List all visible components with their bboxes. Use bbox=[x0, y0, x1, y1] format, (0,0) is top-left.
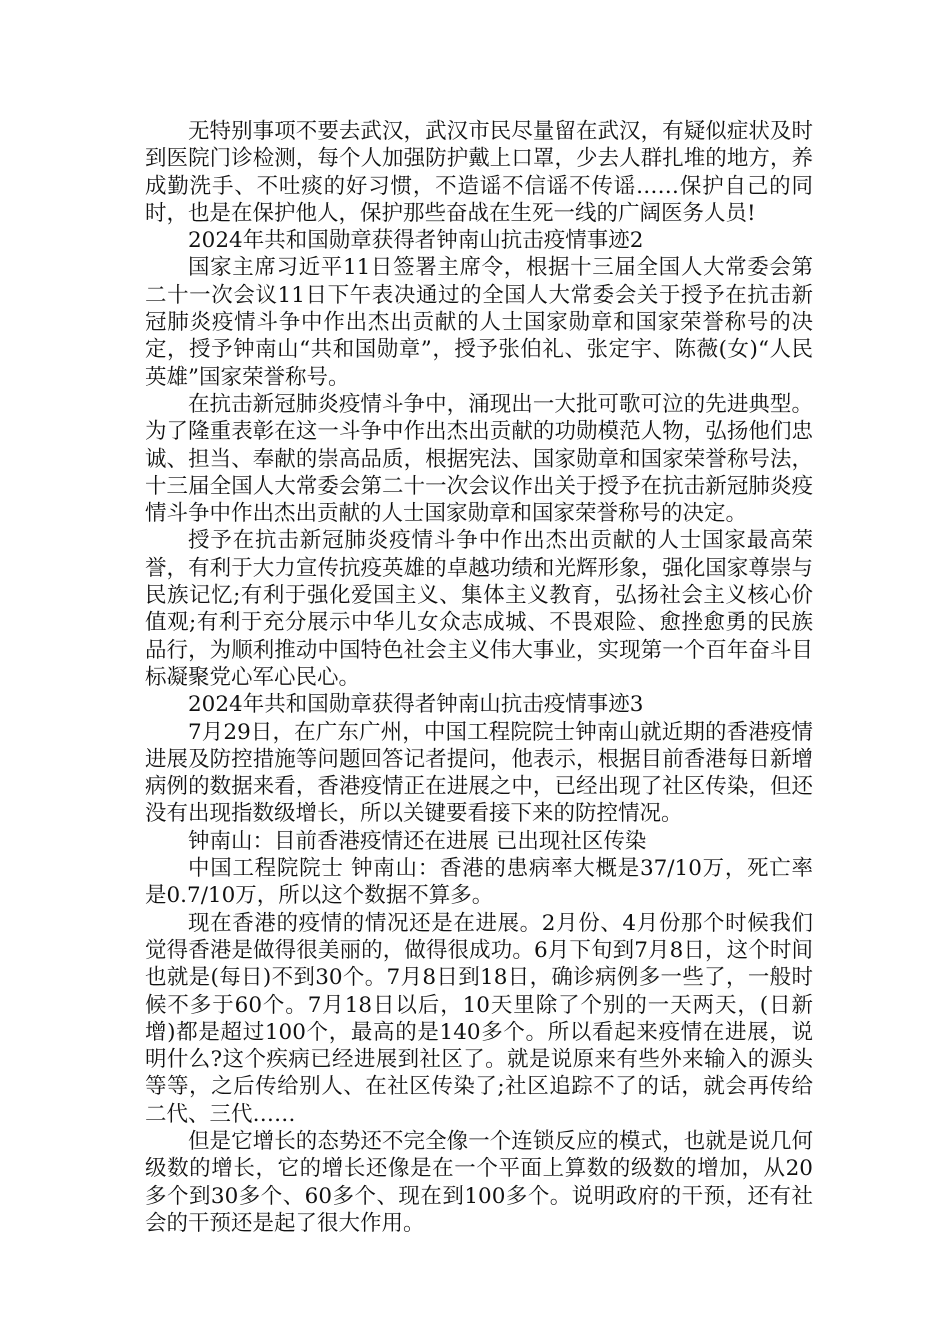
paragraph-honor-significance: 授予在抗击新冠肺炎疫情斗争中作出杰出贡献的人士国家最高荣誉，有利于大力宣传抗疫英雄的卓越功绩和光辉形象，强化国家尊崇与民族记忆;有利于强化爱国主义、集体主义教育，弘扬社会主义核心价值观;有利于充分展示中华儿女众志成城、不畏艰险、愈挫愈勇的民族品行，为顺利推动中国特色社会主义伟大事业，实现第一个百年奋斗目标凝聚党心军心民心。 bbox=[145, 528, 813, 690]
section-heading-3: 2024年共和国勋章获得者钟南山抗击疫情事迹3 bbox=[188, 692, 644, 718]
paragraph-hong-kong-briefing: 7月29日，在广东广州，中国工程院院士钟南山就近期的香港疫情进展及防控措施等问题回答记者提问，他表示，根据目前香港每日新增病例的数据来看，香港疫情正在进展之中，已经出现了社区传染，但还没有出现指数级增长，所以关键要看接下来的防控情况。 bbox=[145, 719, 813, 827]
paragraph-prevention-advice: 无特别事项不要去武汉，武汉市民尽量留在武汉，有疑似症状及时到医院门诊检测，每个人加强防护戴上口罩，少去人群扎堆的地方，养成勤洗手、不吐痰的好习惯，不造谣不信谣不传谣……保护自己的同时，也是在保护他人，保护那些奋战在生死一线的广阔医务人员! bbox=[145, 119, 813, 226]
paragraph-medal-decree: 国家主席习近平11日签署主席令，根据十三届全国人大常委会第二十一次会议11日下午表决通过的全国人大常委会关于授予在抗击新冠肺炎疫情斗争中作出杰出贡献的人士国家勋章和国家荣誉称号的决定，授予钟南山“共和国勋章”，授予张伯礼、张定宇、陈薇(女)“人民英雄”国家荣誉称号。 bbox=[145, 255, 813, 390]
paragraph-infection-rate: 中国工程院院士 钟南山：香港的患病率大概是37/10万，死亡率是0.7/10万，所以这个数据不算多。 bbox=[145, 856, 813, 909]
section-heading-2: 2024年共和国勋章获得者钟南山抗击疫情事迹2 bbox=[188, 228, 644, 254]
document-body bbox=[145, 118, 813, 1237]
paragraph-honor-decision: 在抗击新冠肺炎疫情斗争中，涌现出一大批可歌可泣的先进典型。为了隆重表彰在这一斗争中作出杰出贡献的功勋模范人物，弘扬他们忠诚、担当、奉献的崇高品质，根据宪法、国家勋章和国家荣誉称号法，十三届全国人大常委会第二十一次会议作出关于授予在抗击新冠肺炎疫情斗争中作出杰出贡献的人士国家勋章和国家荣誉称号的决定。 bbox=[145, 391, 813, 527]
subheading-community-spread: 钟南山：目前香港疫情还在进展 已出现社区传染 bbox=[188, 828, 647, 854]
paragraph-growth-trend: 但是它增长的态势还不完全像一个连锁反应的模式，也就是说几何级数的增长，它的增长还像是在一个平面上算数的级数的增加，从20多个到30多个、60多个、现在到100多个。说明政府的干预，还有社会的干预还是起了很大作用。 bbox=[145, 1128, 813, 1236]
paragraph-epidemic-progress: 现在香港的疫情的情况还是在进展。2月份、4月份那个时候我们觉得香港是做得很美丽的，做得很成功。6月下旬到7月8日，这个时间也就是(每日)不到30个。7月8日到18日，确诊病例多一些了，一般时候不多于60个。7月18日以后，10天里除了个别的一天两天，(日新增)都是超过100个，最高的是140多个。所以看起来疫情在进展，说明什么?这个疾病已经进展到社区了。就是说原来有些外来输入的源头等等，之后传给别人、在社区传染了;社区追踪不了的话，就会再传给二代、三代…… bbox=[145, 910, 813, 1127]
